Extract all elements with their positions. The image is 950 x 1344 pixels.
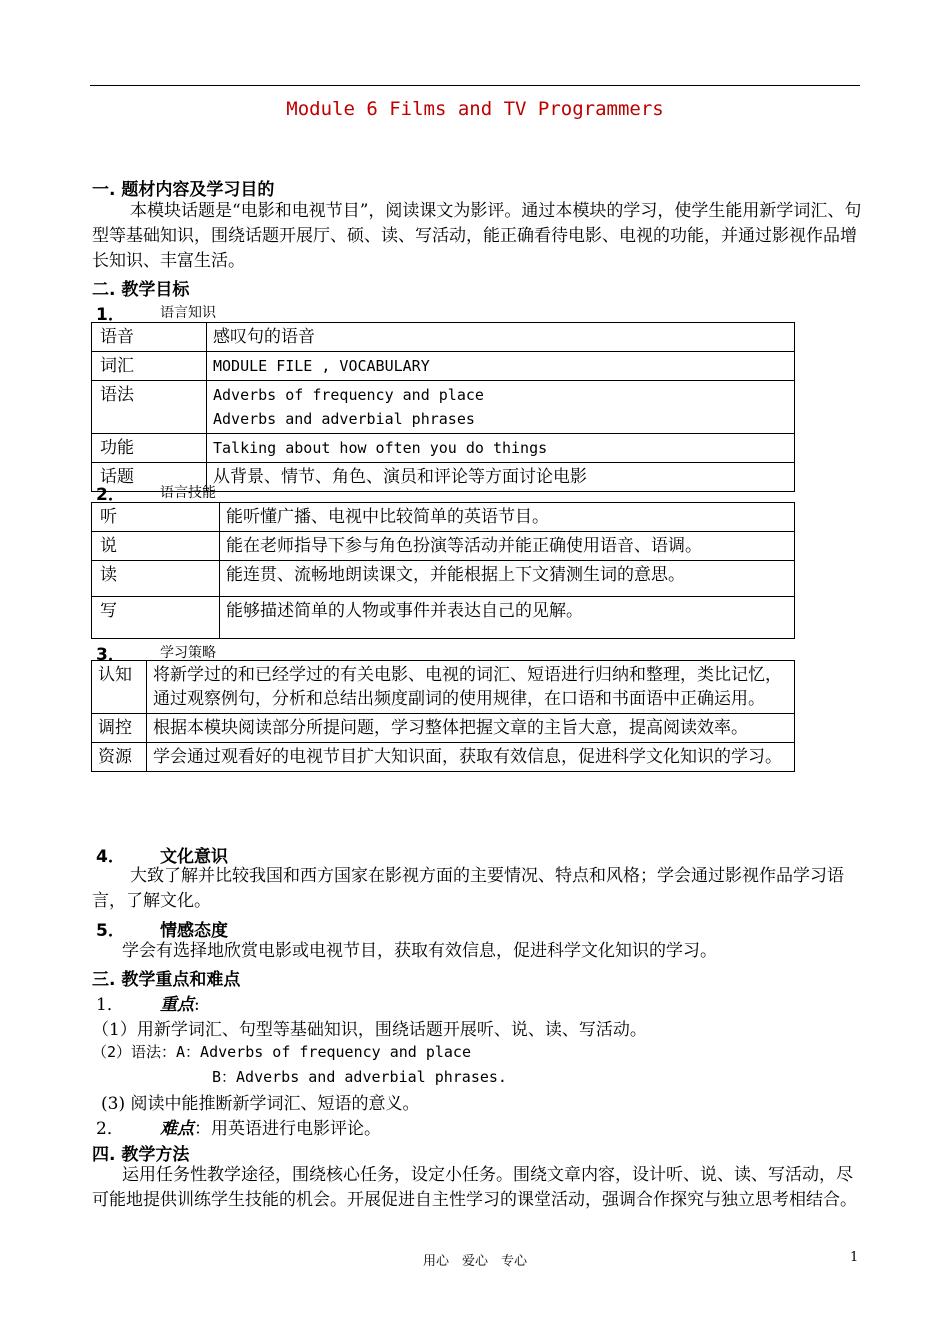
- table-value: 将新学过的和已经学过的有关电影、电视的词汇、短语进行归纳和整理，类比记忆，通过观察例句，分析和总结出频度副词的使用规律，在口语和书面语中正确运用。: [147, 661, 795, 714]
- table-key: 功能: [92, 434, 207, 463]
- sub-4-label: 文化意识: [160, 847, 228, 867]
- difficulty-wrap: [160, 1114, 381, 1139]
- difficulty-text: ：用英语进行电影评论。: [194, 1119, 381, 1139]
- sub-2-label: 语言技能: [160, 485, 216, 501]
- table-key: 语音: [92, 323, 207, 352]
- language-skills-table: [91, 502, 795, 639]
- table-row: [92, 503, 795, 532]
- culture-text: 大致了解并比较我国和西方国家在影视方面的主要情况、特点和风格；学会通过影视作品学习语言，了解文化。: [92, 866, 844, 911]
- section-4-heading: 四. 教学方法: [92, 1145, 190, 1165]
- table-key: 说: [92, 532, 220, 561]
- table-value: 能在老师指导下参与角色扮演等活动并能正确使用语音、语调。: [220, 532, 795, 561]
- header-rule: [90, 85, 860, 86]
- table-key: 读: [92, 561, 220, 597]
- section-3-heading: 三. 教学重点和难点: [92, 970, 241, 990]
- key-points-label: 重点: [160, 995, 194, 1015]
- sub-5-number: 5．: [96, 921, 125, 941]
- sub-1-label: 语言知识: [160, 305, 216, 321]
- table-value: 能听懂广播、电视中比较简单的英语节目。: [220, 503, 795, 532]
- table-value: [207, 381, 795, 434]
- section-2-heading: 二. 教学目标: [92, 280, 190, 300]
- table-row: [92, 352, 795, 381]
- table-row: [92, 381, 795, 434]
- difficulty-label: 难点: [160, 1119, 194, 1139]
- table-row: [92, 661, 795, 714]
- section-4-text: 运用任务性教学途径，围绕核心任务，设定小任务。围绕文章内容，设计听、说、读、写活动，尽可能地提供训练学生技能的机会。开展促进自主性学习的课堂活动，强调合作探究与独立思考相结合。: [92, 1165, 857, 1210]
- table-value: Talking about how often you do things: [207, 434, 795, 463]
- table-key: 听: [92, 503, 220, 532]
- key-points-number: 1．: [96, 995, 124, 1015]
- key-point-item: （2）语法：A：Adverbs of frequency and place: [92, 1043, 471, 1061]
- page-footer: 用心 爱心 专心: [422, 1254, 527, 1269]
- key-points-colon: :: [194, 995, 200, 1015]
- table-value: 能够描述简单的人物或事件并表达自己的见解。: [220, 597, 795, 639]
- table-key: 认知: [92, 661, 147, 714]
- page-number: 1: [850, 1250, 859, 1265]
- sub-3-label: 学习策略: [160, 645, 216, 661]
- table-key: 写: [92, 597, 220, 639]
- sub-5-label: 情感态度: [160, 921, 228, 941]
- table-value: MODULE FILE , VOCABULARY: [207, 352, 795, 381]
- table-row: [92, 323, 795, 352]
- sub-1-number: 1．: [96, 305, 125, 325]
- key-points-label-wrap: [160, 990, 200, 1015]
- attitude-text: 学会有选择地欣赏电影或电视节目，获取有效信息，促进科学文化知识的学习。: [122, 941, 717, 961]
- sub-3-number: 3．: [96, 645, 125, 665]
- table-key: 词汇: [92, 352, 207, 381]
- table-value: 根据本模块阅读部分所提问题，学习整体把握文章的主旨大意，提高阅读效率。: [147, 714, 795, 743]
- grammar-line-1: Adverbs of frequency and place: [213, 386, 484, 404]
- key-point-item: B：Adverbs and adverbial phrases.: [212, 1068, 507, 1086]
- table-value: 能连贯、流畅地朗读课文，并能根据上下文猜测生词的意思。: [220, 561, 795, 597]
- table-key: 话题: [92, 463, 207, 492]
- table-row: [92, 597, 795, 639]
- difficulty-number: 2．: [96, 1119, 124, 1139]
- table-value: 从背景、情节、角色、演员和评论等方面讨论电影: [207, 463, 795, 492]
- table-key: 资源: [92, 743, 147, 772]
- table-row: [92, 532, 795, 561]
- grammar-line-2: Adverbs and adverbial phrases: [213, 410, 475, 428]
- learning-strategies-table: [91, 660, 795, 772]
- table-value: 学会通过观看好的电视节目扩大知识面，获取有效信息，促进科学文化知识的学习。: [147, 743, 795, 772]
- key-point-item: (3) 阅读中能推断新学词汇、短语的意义。: [101, 1094, 420, 1114]
- section-1-heading: 一. 题材内容及学习目的: [92, 180, 275, 200]
- table-row: [92, 434, 795, 463]
- table-key: 调控: [92, 714, 147, 743]
- section-1-text: 本模块话题是“电影和电视节目”，阅读课文为影评。通过本模块的学习，使学生能用新学词汇、句型等基础知识，围绕话题开展厅、硕、读、写活动，能正确看待电影、电视的功能，并通过影视作品增长知识、丰富生活。: [92, 201, 862, 271]
- table-row: [92, 714, 795, 743]
- sub-2-number: 2．: [96, 485, 125, 505]
- table-key: 语法: [92, 381, 207, 434]
- key-point-item: （1）用新学词汇、句型等基础知识，围绕话题开展听、说、读、写活动。: [92, 1020, 647, 1040]
- table-row: [92, 743, 795, 772]
- table-value: 感叹句的语音: [207, 323, 795, 352]
- sub-4-number: 4．: [96, 847, 125, 867]
- language-knowledge-table: [91, 322, 795, 492]
- page-title: Module 6 Films and TV Programmers: [286, 98, 664, 120]
- table-row: [92, 561, 795, 597]
